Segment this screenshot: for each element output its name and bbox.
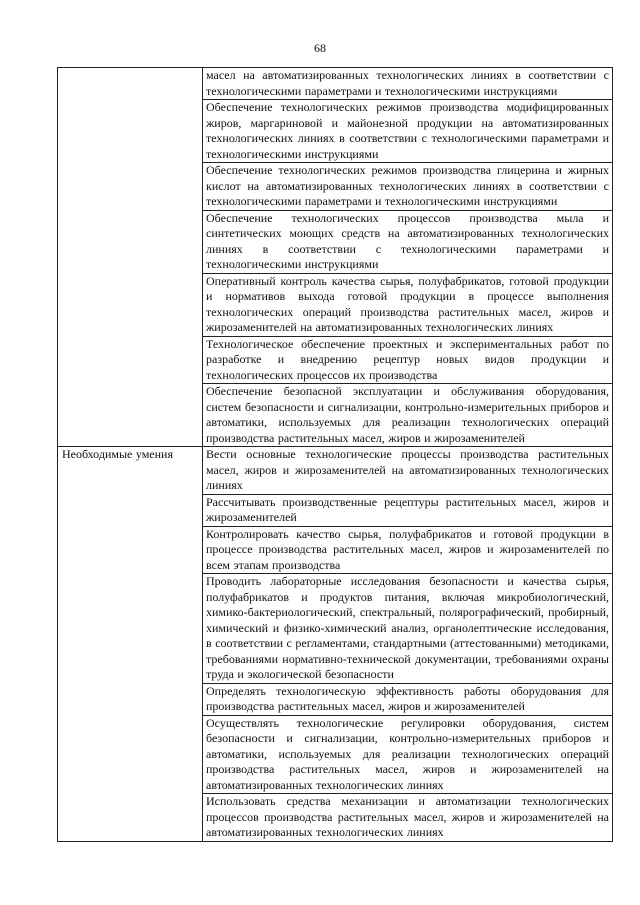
skill-cell: Осуществлять технологические регулировки оборудования, систем безопасности и сигнализации, контрольно-измерительных приборов и автоматики, используемых для реализации технологических операций производства растительных масел, жиров и жирозаменителей на автоматизированных технологических линиях: [203, 715, 613, 794]
page-number: 68: [314, 41, 326, 55]
table-row: [58, 68, 613, 100]
label-cell-skills: Необходимые умения: [58, 447, 203, 842]
skill-cell: Определять технологическую эффективность работы оборудования для производства растительных масел, жиров и жирозаменителей: [203, 683, 613, 715]
skill-cell: Контролировать качество сырья, полуфабрикатов и готовой продукции в процессе производства растительных масел, жиров и жирозаменителей по всем этапам производства: [203, 526, 613, 574]
table-row: [58, 447, 613, 495]
competency-table: [57, 67, 613, 842]
action-cell: масел на автоматизированных технологических линиях в соответствии с технологическими параметрами и технологическими инструкциями: [203, 68, 613, 100]
action-cell: Оперативный контроль качества сырья, полуфабрикатов, готовой продукции и нормативов выхода готовой продукции в процессе выполнения технологических операций производства растительных масел, жиров и жирозаменителей на автоматизированных технологических линиях: [203, 273, 613, 336]
action-cell: Обеспечение технологических режимов производства глицерина и жирных кислот на автоматизированных технологических линиях в соответствии с технологическими параметрами и технологическими инструкциями: [203, 163, 613, 211]
action-cell: Обеспечение технологических процессов производства мыла и синтетических моющих средств на автоматизированных технологических линиях в соответствии с технологическими параметрами и технологическими инструкциями: [203, 210, 613, 273]
skill-cell: Вести основные технологические процессы производства растительных масел, жиров и жирозаменителей на автоматизированных технологических линиях: [203, 447, 613, 495]
skill-cell: Использовать средства механизации и автоматизации технологических процессов производства растительных масел, жиров и жирозаменителей на автоматизированных технологических линиях: [203, 794, 613, 842]
action-cell: Технологическое обеспечение проектных и экспериментальных работ по разработке и внедрению рецептур новых видов продукции и технологических процессов их производства: [203, 336, 613, 384]
skill-cell: Проводить лабораторные исследования безопасности и качества сырья, полуфабрикатов и продуктов питания, включая микробиологический, химико-бактериологический, спектральный, полярографический, пробирный, химический и физико-химический анализ, органолептические исследования, в соответствии с регламентами, стандартными (аттестованными) методиками, требованиями нормативно-технической документации, требованиями охраны труда и экологической безопасности: [203, 574, 613, 684]
skill-cell: Рассчитывать производственные рецептуры растительных масел, жиров и жирозаменителей: [203, 494, 613, 526]
action-cell: Обеспечение безопасной эксплуатации и обслуживания оборудования, систем безопасности и сигнализации, контрольно-измерительных приборов и автоматики, используемых для реализации технологических операций производства растительных масел, жиров и жирозаменителей: [203, 384, 613, 447]
label-cell-actions: [58, 68, 203, 447]
action-cell: Обеспечение технологических режимов производства модифицированных жиров, маргариновой и майонезной продукции на автоматизированных технологических линиях в соответствии с технологическими параметрами и технологическими инструкциями: [203, 100, 613, 163]
